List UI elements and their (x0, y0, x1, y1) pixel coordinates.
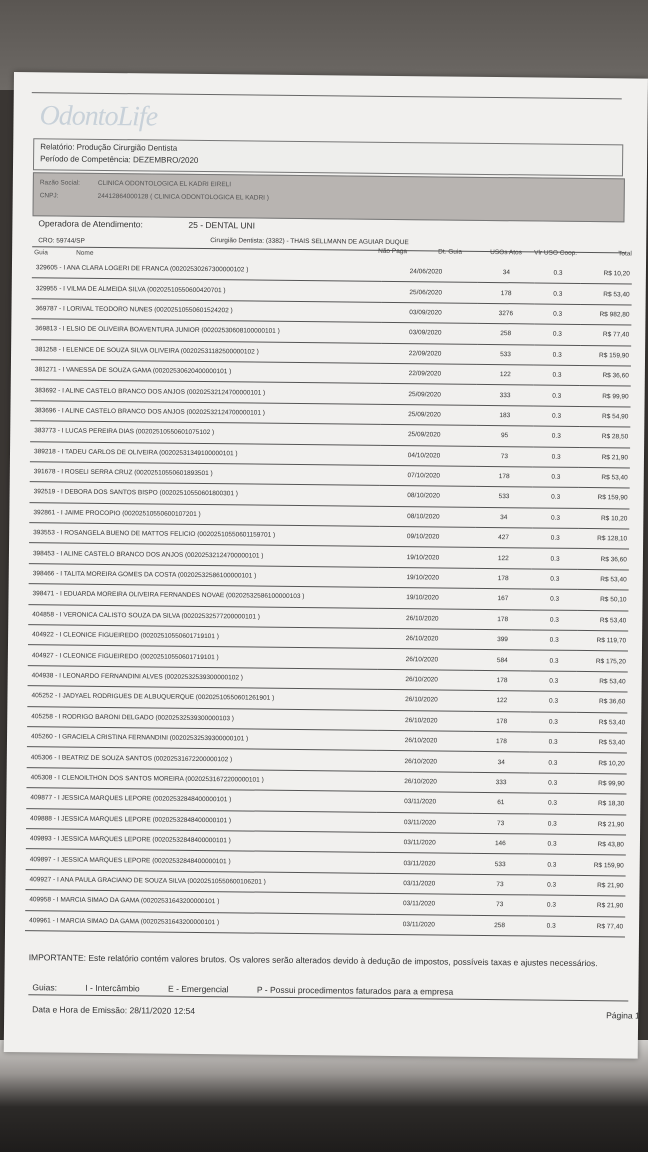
usos-cell: 399 (474, 629, 532, 650)
cirurgiao-name: Cirurgião Dentista: (3382) - THAIS SELLMANN DE AGUIAR DUQUE (210, 237, 409, 247)
date-cell: 08/10/2020 (379, 486, 475, 507)
guia-cell: 405258 - I RODRIGO BARONI DELGADO (00202532539300000103 ) (27, 706, 377, 730)
vlr-cell: 0.3 (534, 345, 580, 366)
total-cell: R$ 54,90 (579, 406, 630, 427)
guia-cell: 392519 - I DEBORA DOS SANTOS BISPO (00202510550601800301 ) (29, 482, 379, 506)
total-cell: R$ 50,10 (577, 590, 628, 611)
guia-cell: 369813 - I ELSIO DE OLIVEIRA BOAVENTURA JUNIOR (00202530608100000101 ) (31, 319, 381, 343)
vlr-cell: 0.3 (531, 630, 577, 651)
guia-cell: 405252 - I JADYAEL RODRIGUES DE ALBUQUERQUE (00202510550601261901 ) (27, 686, 377, 710)
date-cell: 08/10/2020 (379, 506, 475, 527)
page-number: Página 1 (606, 1010, 640, 1021)
guia-cell: 404938 - I LEONARDO FERNANDINI ALVES (00202532539300000102 ) (28, 665, 378, 689)
legend-possui: P - Possui procedimentos faturados para a empresa (256, 984, 454, 997)
report-period: Período de Competência: DEZEMBRO/2020 (40, 154, 199, 165)
usos-cell: 178 (475, 466, 533, 487)
usos-cell: 533 (475, 487, 533, 508)
date-cell: 19/10/2020 (379, 547, 475, 568)
usos-cell: 333 (472, 772, 530, 793)
date-cell: 03/11/2020 (376, 832, 472, 853)
usos-cell: 61 (472, 792, 530, 813)
date-cell: 22/09/2020 (381, 343, 477, 364)
vlr-cell: 0.3 (535, 283, 581, 304)
total-cell: R$ 175,20 (577, 651, 628, 672)
guia-cell: 383692 - I ALINE CASTELO BRANCO DOS ANJOS (00202532124700000101 ) (31, 380, 381, 404)
date-cell: 03/11/2020 (376, 812, 472, 833)
date-cell: 26/10/2020 (377, 690, 473, 711)
usos-cell: 178 (473, 731, 531, 752)
date-cell: 03/09/2020 (381, 323, 477, 344)
report-header-box (33, 138, 623, 176)
company-box (32, 172, 624, 222)
guia-cell: 393553 - I ROSANGELA BUENO DE MATTOS FELICIO (00202510550601159701 ) (29, 523, 379, 547)
company-logo: OdontoLife (39, 100, 158, 133)
vlr-cell: 0.3 (533, 467, 579, 488)
usos-cell: 533 (471, 854, 529, 875)
vlr-cell: 0.3 (529, 813, 575, 834)
guia-cell: 409961 - I MARCIA SIMAO DA GAMA (00202531643200000101 ) (25, 910, 375, 934)
usos-cell: 73 (472, 813, 530, 834)
total-cell: R$ 18,30 (575, 794, 626, 815)
guia-cell: 381271 - I VANESSA DE SOUZA GAMA (00202530620400000101 ) (31, 360, 381, 384)
total-cell: R$ 21,90 (575, 814, 626, 835)
guia-cell: 383696 - I ALINE CASTELO BRANCO DOS ANJOS (00202532124700000101 ) (30, 400, 380, 424)
usos-cell: 258 (477, 324, 535, 345)
guia-cell: 404922 - I CLEONICE FIGUEIREDO (00202510550601719101 ) (28, 625, 378, 649)
razao-value: CLINICA ODONTOLOGICA EL KADRI EIRELI (97, 179, 232, 189)
total-cell: R$ 53,40 (577, 671, 628, 692)
date-cell: 26/10/2020 (377, 730, 473, 751)
guia-cell: 329605 - I ANA CLARA LOGERI DE FRANCA (00202530267300000102 ) (32, 258, 382, 282)
date-cell: 03/11/2020 (375, 893, 471, 914)
date-cell: 26/10/2020 (378, 628, 474, 649)
date-cell: 03/11/2020 (376, 791, 472, 812)
total-cell: R$ 99,90 (580, 386, 631, 407)
total-cell: R$ 21,90 (579, 447, 630, 468)
vlr-cell: 0.3 (533, 487, 579, 508)
total-cell: R$ 53,40 (578, 569, 629, 590)
col-usos: USOs Atos (490, 248, 522, 257)
col-total: Total (618, 250, 632, 258)
vlr-cell: 0.3 (530, 773, 576, 794)
total-cell: R$ 36,60 (580, 365, 631, 386)
total-cell: R$ 53,40 (576, 732, 627, 753)
cnpj-value: 24412864000128 ( CLINICA ODONTOLOGICA EL KADRI ) (97, 192, 269, 202)
guia-cell: 405306 - I BEATRIZ DE SOUZA SANTOS (00202531672200000102 ) (27, 747, 377, 771)
date-cell: 25/06/2020 (381, 282, 477, 303)
date-cell: 25/09/2020 (380, 424, 476, 445)
total-cell: R$ 53,40 (577, 610, 628, 631)
usos-cell: 178 (474, 609, 532, 630)
guia-cell: 409958 - I MARCIA SIMAO DA GAMA (00202531643200000101 ) (25, 890, 375, 914)
vlr-cell: 0.3 (529, 793, 575, 814)
vlr-cell: 0.3 (535, 304, 581, 325)
date-cell: 25/09/2020 (380, 404, 476, 425)
usos-cell: 95 (476, 425, 534, 446)
usos-cell: 34 (472, 752, 530, 773)
vlr-cell: 0.3 (531, 671, 577, 692)
date-cell: 09/10/2020 (379, 526, 475, 547)
total-cell: R$ 53,40 (581, 284, 632, 305)
total-cell: R$ 77,40 (580, 325, 631, 346)
vlr-cell: 0.3 (529, 834, 575, 855)
vlr-cell: 0.3 (531, 610, 577, 631)
operadora-label: Operadora de Atendimento: (38, 218, 143, 230)
usos-cell: 427 (475, 527, 533, 548)
date-cell: 04/10/2020 (380, 445, 476, 466)
usos-cell: 178 (473, 670, 531, 691)
date-cell: 26/10/2020 (376, 771, 472, 792)
date-cell: 03/11/2020 (375, 914, 471, 935)
date-cell: 03/09/2020 (381, 302, 477, 323)
usos-cell: 178 (477, 283, 535, 304)
total-cell: R$ 119,70 (577, 630, 628, 651)
guia-cell: 404927 - I CLEONICE FIGUEIREDO (00202510550601719101 ) (28, 645, 378, 669)
col-vlr-uso: Vlr USO Coop. (534, 249, 578, 257)
total-cell: R$ 28,50 (579, 427, 630, 448)
vlr-cell: 0.3 (528, 895, 574, 916)
guia-cell: 383773 - I LUCAS PEREIRA DIAS (00202510550601075102 ) (30, 421, 380, 445)
operadora-value: 25 - DENTAL UNI (188, 219, 256, 231)
total-cell: R$ 99,90 (576, 773, 627, 794)
usos-cell: 533 (477, 344, 535, 365)
usos-cell: 3276 (477, 303, 535, 324)
vlr-cell: 0.3 (529, 875, 575, 896)
usos-cell: 178 (474, 568, 532, 589)
usos-cell: 183 (476, 405, 534, 426)
vlr-cell: 0.3 (533, 446, 579, 467)
cnpj-key: CNPJ: (39, 192, 59, 200)
date-cell: 26/10/2020 (378, 608, 474, 629)
total-cell: R$ 53,40 (576, 712, 627, 733)
usos-cell: 34 (478, 263, 536, 283)
emission-datetime: Data e Hora de Emissão: 28/11/2020 12:54 (32, 1004, 196, 1016)
guia-cell: 369787 - I LORIVAL TEODORO NUNES (00202510550601524202 ) (31, 298, 381, 322)
total-cell: R$ 159,90 (579, 488, 630, 509)
guia-cell: 329955 - I VILMA DE ALMEIDA SILVA (00202510550600420701 ) (32, 278, 382, 302)
usos-cell: 73 (471, 894, 529, 915)
col-nao-paga: Não Paga (378, 247, 408, 256)
legend-emergencial: E - Emergencial (168, 983, 229, 995)
date-cell: 22/09/2020 (380, 363, 476, 384)
usos-cell: 333 (476, 385, 534, 406)
guia-cell: 409927 - I ANA PAULA GRACIANO DE SOUZA SILVA (00202510550600106201 ) (25, 869, 375, 893)
total-cell: R$ 159,90 (580, 345, 631, 366)
date-cell: 26/10/2020 (376, 751, 472, 772)
date-cell: 26/10/2020 (377, 710, 473, 731)
report-paper (4, 72, 648, 1059)
vlr-cell: 0.3 (531, 650, 577, 671)
total-cell: R$ 53,40 (579, 467, 630, 488)
legend-label: Guias: (32, 982, 58, 993)
total-cell: R$ 77,40 (574, 916, 625, 937)
usos-cell: 122 (475, 548, 533, 569)
usos-cell: 73 (471, 874, 529, 895)
usos-cell: 167 (474, 589, 532, 610)
total-cell: R$ 43,80 (575, 834, 626, 855)
vlr-cell: 0.3 (532, 528, 578, 549)
total-cell: R$ 128,10 (578, 529, 629, 550)
date-cell: 19/10/2020 (378, 588, 474, 609)
guia-cell: 404858 - I VERONICA CALISTO SOUZA DA SILVA (00202532577200000101 ) (28, 604, 378, 628)
col-nome: Nome (76, 249, 94, 257)
usos-cell: 146 (472, 833, 530, 854)
total-cell: R$ 21,90 (574, 896, 625, 917)
total-cell: R$ 159,90 (575, 855, 626, 876)
vlr-cell: 0.3 (535, 263, 581, 283)
guia-cell: 405308 - I CLENOILTHON DOS SANTOS MOREIRA (00202531672200000101 ) (27, 767, 377, 791)
vlr-cell: 0.3 (528, 915, 574, 936)
usos-cell: 258 (471, 915, 529, 936)
usos-cell: 122 (476, 364, 534, 385)
guia-cell: 398453 - I ALINE CASTELO BRANCO DOS ANJOS (00202532124700000101 ) (29, 543, 379, 567)
vlr-cell: 0.3 (534, 324, 580, 345)
production-table (25, 258, 632, 937)
vlr-cell: 0.3 (530, 752, 576, 773)
vlr-cell: 0.3 (532, 548, 578, 569)
important-note: IMPORTANTE: Este relatório contém valores brutos. Os valores serão alterados devido à dedução de impostos, possíveis taxas e ajustes necessários. (28, 952, 598, 969)
logo-rule (32, 92, 622, 99)
date-cell: 26/10/2020 (378, 649, 474, 670)
guia-cell: 391678 - I ROSELI SERRA CRUZ (00202510550601893501 ) (30, 462, 380, 486)
col-dt-guia: Dt. Guia (438, 248, 463, 256)
vlr-cell: 0.3 (531, 691, 577, 712)
total-cell: R$ 10,20 (578, 508, 629, 529)
usos-cell: 73 (476, 446, 534, 467)
vlr-cell: 0.3 (532, 508, 578, 529)
cro-number: CRO: 59744/SP (38, 237, 85, 245)
date-cell: 19/10/2020 (378, 567, 474, 588)
guia-cell: 381258 - I ELENICE DE SOUZA SILVA OLIVEIRA (00202531182500000102 ) (31, 339, 381, 363)
usos-cell: 34 (475, 507, 533, 528)
vlr-cell: 0.3 (534, 365, 580, 386)
guia-cell: 389218 - I TADEU CARLOS DE OLIVEIRA (00202531349100000101 ) (30, 441, 380, 465)
vlr-cell: 0.3 (534, 406, 580, 427)
total-cell: R$ 36,60 (576, 692, 627, 713)
total-cell: R$ 36,60 (578, 549, 629, 570)
guia-cell: 409888 - I JESSICA MARQUES LEPORE (00202532848400000101 ) (26, 808, 376, 832)
date-cell: 24/06/2020 (382, 262, 478, 283)
date-cell: 03/11/2020 (375, 853, 471, 874)
guia-cell: 392861 - I JAIME PROCOPIO (00202510550600107201 ) (29, 502, 379, 526)
legend-intercambio: I - Intercâmbio (85, 982, 140, 994)
usos-cell: 122 (473, 691, 531, 712)
razao-key: Razão Social: (39, 179, 80, 187)
guia-cell: 409877 - I JESSICA MARQUES LEPORE (00202532848400000101 ) (26, 788, 376, 812)
usos-cell: 178 (473, 711, 531, 732)
total-cell: R$ 21,90 (574, 875, 625, 896)
vlr-cell: 0.3 (529, 854, 575, 875)
vlr-cell: 0.3 (534, 385, 580, 406)
date-cell: 07/10/2020 (379, 465, 475, 486)
date-cell: 03/11/2020 (375, 873, 471, 894)
col-guia: Guia (34, 249, 48, 257)
date-cell: 26/10/2020 (377, 669, 473, 690)
usos-cell: 584 (473, 650, 531, 671)
report-title: Relatório: Produção Cirurgião Dentista (40, 142, 178, 153)
guia-cell: 398471 - I EDUARDA MOREIRA OLIVEIRA FERNANDES NOVAE (00202532586100000103 ) (28, 584, 378, 608)
total-cell: R$ 10,20 (581, 264, 632, 284)
vlr-cell: 0.3 (530, 712, 576, 733)
date-cell: 25/09/2020 (380, 384, 476, 405)
total-cell: R$ 982,80 (580, 304, 631, 325)
guia-cell: 398466 - I TALITA MOREIRA GOMES DA COSTA (00202532586100000101 ) (29, 564, 379, 588)
vlr-cell: 0.3 (530, 732, 576, 753)
total-cell: R$ 10,20 (576, 753, 627, 774)
guia-cell: 409897 - I JESSICA MARQUES LEPORE (00202532848400000101 ) (26, 849, 376, 873)
vlr-cell: 0.3 (532, 569, 578, 590)
guia-cell: 409893 - I JESSICA MARQUES LEPORE (00202532848400000101 ) (26, 829, 376, 853)
vlr-cell: 0.3 (532, 589, 578, 610)
vlr-cell: 0.3 (533, 426, 579, 447)
guia-cell: 405260 - I GRACIELA CRISTINA FERNANDINI (00202532539300000101 ) (27, 727, 377, 751)
